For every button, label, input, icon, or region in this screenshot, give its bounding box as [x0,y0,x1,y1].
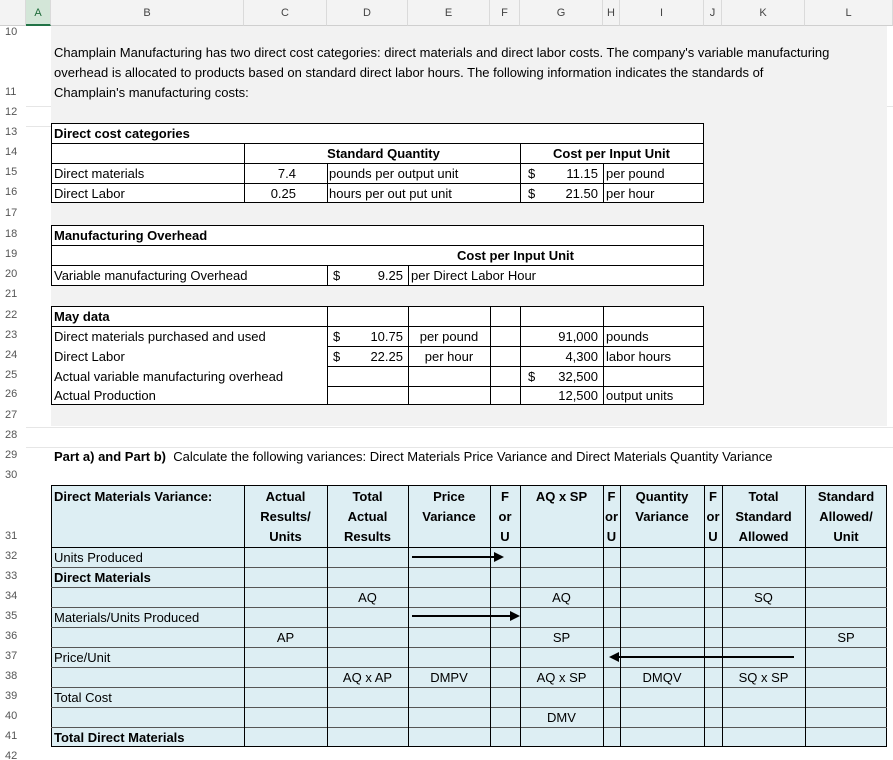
h-total-std-2: Standard [735,509,792,524]
may-overhead-value: 32,500 [558,369,598,384]
h-actual-3: Units [269,529,302,544]
col-header-j[interactable]: J [704,0,722,26]
may-production-unit: output units [606,388,674,403]
intro-line-3: Champlain's manufacturing costs: [54,85,249,100]
col-header-i[interactable]: I [620,0,704,26]
may-production-label: Actual Production [54,388,156,403]
cost-per-input-header: Cost per Input Unit [553,146,670,161]
row-header-10[interactable]: 10 [5,26,18,38]
dl-currency: $ [528,186,536,201]
h-qty-1: Quantity [635,489,689,504]
dm-currency: $ [528,166,536,181]
h-actual-2: Results/ [260,509,311,524]
may-dm-price-unit: per pound [419,329,479,344]
col-header-h[interactable]: H [603,0,620,26]
row-header-22[interactable]: 22 [5,309,18,321]
may-dm-qty: 91,000 [558,329,598,344]
dl-cost: 21.50 [565,186,598,201]
standard-quantity-header: Standard Quantity [327,146,440,161]
dmv-cell: DMV [547,710,576,725]
part-label: Part a) and Part b) [54,449,166,464]
may-dm-price: 10.75 [370,329,403,344]
row-header-16[interactable]: 16 [5,186,18,198]
dl-std-qty: 0.25 [270,186,296,201]
h-qty-2: Variance [635,509,689,524]
col-header-c[interactable]: C [244,0,327,26]
ap-cell: AP [276,630,295,645]
may-dm-label: Direct materials purchased and used [54,329,266,344]
h-total-actual-1: Total [352,489,383,504]
dmpv-cell: DMPV [430,670,468,685]
h-fou2-f: F [607,489,616,504]
dm-variance-title: Direct Materials Variance: [54,489,213,504]
dm-label: Direct materials [54,166,145,181]
row-header-36[interactable]: 36 [5,630,18,642]
may-production-value: 12,500 [558,388,598,403]
row-header-23[interactable]: 23 [5,329,18,341]
part-text: Calculate the following variances: Direct Materials Price Variance and Direct Materials Quantity Variance [173,449,773,464]
row-header-13[interactable]: 13 [5,126,18,138]
dm-qty-unit: pounds per output unit [329,166,459,181]
row-header-15[interactable]: 15 [5,166,18,178]
sq-cell: SQ [754,590,773,605]
select-all-corner[interactable] [0,0,26,26]
overhead-unit: per Direct Labor Hour [411,268,536,283]
may-dl-price-unit: per hour [424,349,474,364]
arrow-left-icon [618,656,794,658]
may-dm-currency: $ [333,329,341,344]
dl-cost-unit: per hour [606,186,655,201]
h-total-std-3: Allowed [738,529,789,544]
row-header-29[interactable]: 29 [5,449,18,461]
aq-cell-1: AQ [358,590,377,605]
row-header-32[interactable]: 32 [5,550,18,562]
price-unit-label: Price/Unit [54,650,111,665]
overhead-currency: $ [333,268,341,283]
row-header-34[interactable]: 34 [5,590,18,602]
may-title: May data [54,309,110,324]
arrowhead-left-icon [609,652,619,662]
h-total-actual-2: Actual [347,509,388,524]
h-price-2: Variance [422,509,476,524]
total-dm-label: Total Direct Materials [54,730,185,745]
col-header-g[interactable]: G [520,0,603,26]
row-header-27[interactable]: 27 [5,409,18,421]
col-header-k[interactable]: K [722,0,805,26]
may-dl-qty: 4,300 [565,349,598,364]
units-produced-label: Units Produced [54,550,143,565]
h-fou1-u: U [500,529,510,544]
col-header-d[interactable]: D [327,0,408,26]
row-header-11[interactable]: 11 [5,86,17,98]
row-header-26[interactable]: 26 [5,388,18,400]
part-instructions [54,449,772,465]
row-header-37[interactable]: 37 [5,650,18,662]
may-dl-currency: $ [333,349,341,364]
h-fou3-u: U [708,529,718,544]
row-header-25[interactable]: 25 [5,369,18,381]
overhead-title: Manufacturing Overhead [54,228,208,243]
arrow-right-icon [412,615,512,617]
row-header-19[interactable]: 19 [5,248,18,260]
row-header-42[interactable]: 42 [5,750,18,760]
row-header-17[interactable]: 17 [5,207,18,219]
h-price-1: Price [433,489,465,504]
intro-line-2: overhead is allocated to products based on standard direct labor hours. The following information indicates the standards of [54,65,764,80]
arrow-right-icon [412,556,496,558]
col-header-f[interactable]: F [490,0,520,26]
sp-cell-1: SP [552,630,571,645]
col-header-b[interactable]: B [51,0,244,26]
aq-cell-2: AQ [552,590,571,605]
row-header-40[interactable]: 40 [5,710,18,722]
dl-label: Direct Labor [54,186,125,201]
overhead-label: Variable manufacturing Overhead [54,268,248,283]
row-header-14[interactable]: 14 [5,146,18,158]
h-fou2-u: U [606,529,617,544]
h-fou2-or: or [605,509,618,524]
row-header-41[interactable]: 41 [5,730,18,742]
col-header-l[interactable]: L [805,0,893,26]
row-header-30[interactable]: 30 [5,469,18,481]
row-header-31[interactable]: 31 [5,530,18,542]
h-aqxsp: AQ x SP [535,489,588,504]
h-fou3-f: F [709,489,717,504]
row-header-39[interactable]: 39 [5,690,18,702]
aqxap-cell: AQ x AP [342,670,393,685]
sp-cell-2: SP [837,630,855,645]
row-header-35[interactable]: 35 [5,610,18,622]
total-cost-label: Total Cost [54,690,112,705]
h-fou3-or: or [706,509,720,524]
direct-materials-label: Direct Materials [54,570,151,585]
direct-cost-title: Direct cost categories [54,126,190,141]
h-total-actual-3: Results [344,529,391,544]
h-actual-1: Actual [265,489,306,504]
overhead-cost-header: Cost per Input Unit [457,248,574,263]
h-std-3: Unit [833,529,859,544]
row-header-21[interactable]: 21 [5,288,18,300]
row-header-20[interactable]: 20 [5,268,18,280]
dmqv-cell: DMQV [642,670,682,685]
may-dl-label: Direct Labor [54,349,125,364]
row-header-38[interactable]: 38 [5,670,18,682]
dm-std-qty: 7.4 [277,166,296,181]
may-overhead-currency: $ [528,369,536,384]
may-dl-price: 22.25 [370,349,403,364]
h-fou1-or: or [498,509,512,524]
h-std-1: Standard [817,489,875,504]
dm-cost: 11.15 [566,166,598,181]
aqxsp-cell: AQ x SP [536,670,587,685]
materials-units-label: Materials/Units Produced [54,610,200,625]
row-header-28[interactable]: 28 [5,429,18,441]
may-dl-qty-unit: labor hours [606,349,672,364]
h-total-std-1: Total [748,489,779,504]
h-std-2: Allowed/ [819,509,873,524]
dl-qty-unit: hours per out put unit [329,186,452,201]
overhead-value: 9.25 [377,268,403,283]
intro-line-1: Champlain Manufacturing has two direct cost categories: direct materials and direct labor costs. The company's variable manufacturing [54,45,830,60]
arrowhead-right-icon [494,552,504,562]
dm-cost-unit: per pound [606,166,665,181]
col-header-e[interactable]: E [408,0,490,26]
col-header-a[interactable]: A [26,0,51,26]
arrowhead-right-icon [510,611,520,621]
may-overhead-label: Actual variable manufacturing overhead [54,369,284,384]
row-header-33[interactable]: 33 [5,570,18,582]
may-dm-qty-unit: pounds [606,329,649,344]
row-header-12[interactable]: 12 [5,106,18,118]
sqxsp-cell: SQ x SP [738,670,789,685]
row-header-18[interactable]: 18 [5,228,18,240]
h-fou1-f: F [501,489,509,504]
row-header-24[interactable]: 24 [5,349,18,361]
